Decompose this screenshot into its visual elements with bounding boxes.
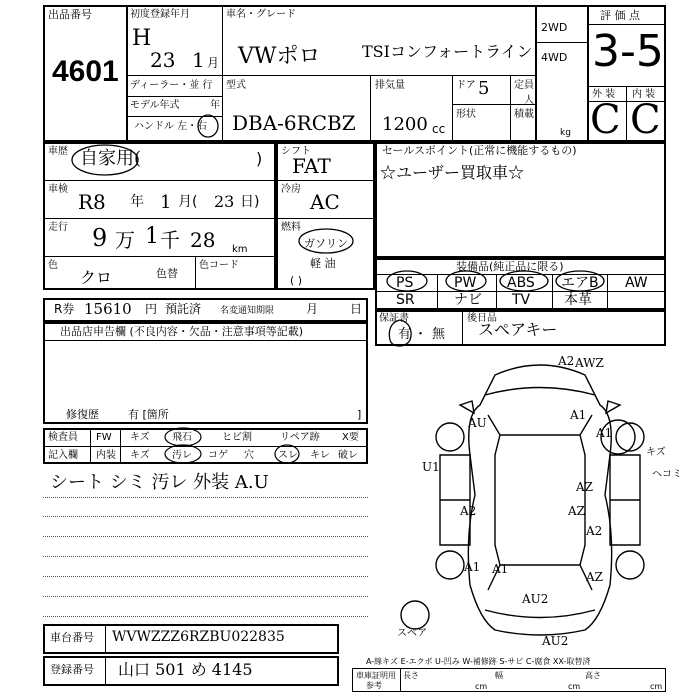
doors-value: 5 — [478, 78, 490, 99]
grade: TSIコンフォートライン — [362, 42, 533, 61]
inspection-era: R8 — [78, 190, 106, 214]
dim-width-cm: cm — [568, 682, 581, 691]
note-line — [43, 536, 368, 537]
capacity-unit: 人 — [524, 95, 534, 106]
divider — [452, 104, 535, 105]
dim-height: 高さ — [585, 671, 601, 680]
inspector-burn: コゲ — [208, 450, 228, 461]
divider — [126, 96, 222, 97]
equip-circles — [375, 268, 615, 294]
inspector-x: X要 — [342, 432, 359, 443]
mileage-sen-unit: 千 — [160, 228, 180, 252]
first-reg-month: 1 — [192, 48, 205, 72]
warranty-label: 保証書 — [379, 313, 409, 324]
equip-pw: PW — [454, 275, 477, 291]
inspector-interior: 内装 — [96, 450, 116, 461]
load-label: 積載 — [514, 109, 534, 120]
sales-point-label: セールスポイント(正常に機能するもの) — [382, 144, 577, 157]
divider — [276, 180, 375, 181]
displacement-value: 1200 — [382, 114, 428, 135]
damage-mark: キズ — [646, 447, 666, 458]
inspection-day-unit: 日) — [240, 194, 260, 210]
dealer-label: ディーラー・並 行 — [130, 80, 213, 91]
color-value: クロ — [80, 268, 113, 287]
mileage-man-unit: 万 — [115, 228, 135, 252]
first-reg-year: 23 — [150, 48, 176, 72]
note-line — [43, 576, 368, 577]
damage-mark: AU2 — [542, 634, 569, 645]
first-reg-label: 初度登録年月 — [130, 9, 190, 20]
recycle-name-change: 名変通知期限 — [220, 306, 275, 316]
note-line — [43, 596, 368, 597]
mileage-rest: 28 — [190, 228, 216, 252]
divider — [43, 218, 276, 219]
type-value: DBA-6RCBZ — [232, 111, 356, 135]
plate-value: 山口 501 め 4145 — [118, 660, 253, 679]
damage-mark: AU — [468, 416, 487, 430]
dim-label2: 参考 — [366, 681, 382, 690]
recycle-label: R券 — [54, 302, 75, 316]
equip-aw: AW — [625, 275, 648, 291]
damage-mark: A2 — [558, 354, 575, 368]
capacity-label: 定員 — [514, 80, 534, 91]
inspection-day: 23 — [214, 192, 235, 211]
inspector-scratch: キズ — [130, 432, 150, 443]
inspector-stain: 汚レ — [172, 450, 192, 461]
car-diagram — [400, 345, 690, 645]
warranty-no: 無 — [432, 327, 446, 342]
divider — [126, 5, 128, 142]
recycle-day: 日 — [350, 302, 363, 316]
lot-label: 出品番号 — [48, 8, 92, 21]
divider — [452, 75, 453, 142]
divider — [222, 5, 223, 142]
interior-label: 内 装 — [632, 89, 656, 100]
grade-label: 評 価 点 — [600, 9, 640, 22]
dim-label1: 車庫証明用 — [356, 671, 396, 680]
note-line — [43, 497, 368, 498]
repair-value: 有 [箇所 — [128, 408, 169, 421]
fuel-gasoline: ガソリン — [304, 237, 348, 250]
mileage-sen: 1 — [145, 224, 159, 249]
inspector-rip: 破レ — [338, 450, 358, 461]
divider — [535, 42, 587, 43]
repair-label: 修復歴 — [66, 408, 99, 421]
damage-mark: A1 — [596, 426, 613, 440]
sales-point-text: ☆ユーザー買取車☆ — [380, 163, 525, 182]
damage-mark: A1 — [464, 560, 481, 574]
spare-label: スペア — [397, 628, 427, 639]
type-label: 型式 — [226, 80, 246, 91]
divider — [626, 86, 627, 142]
divider — [90, 428, 91, 464]
equip-ps: PS — [396, 275, 414, 291]
shape-label: 形状 — [456, 109, 476, 120]
inspector-fw: FW — [96, 432, 112, 443]
sales-point-block — [375, 142, 666, 258]
handle-label: ハンドル 左・右 — [134, 121, 208, 132]
damage-mark: A1 — [492, 562, 509, 576]
divider — [105, 624, 106, 654]
divider — [370, 75, 371, 142]
dim-height-cm: cm — [650, 682, 663, 691]
divider — [587, 24, 666, 25]
history-circle — [70, 143, 140, 177]
divider — [400, 668, 401, 692]
note-line — [43, 516, 368, 517]
color-code-label: 色コード — [199, 260, 239, 271]
fuel-diesel: 軽 油 — [310, 257, 336, 270]
damage-mark: A2 — [586, 524, 603, 538]
inspector-hole: 穴 — [244, 450, 254, 461]
note-line — [43, 556, 368, 557]
fuel-paren: ( ) — [290, 274, 303, 287]
equip-tv: TV — [512, 292, 531, 308]
inspection-month: 1 — [160, 192, 172, 213]
lot-number: 4601 — [52, 55, 119, 88]
legend-text: A-線キズ E-エクボ U-凹み W-補修跡 S-サビ C-腐食 XX-取替済 — [366, 657, 591, 666]
inspector-label1: 検査員 — [48, 432, 78, 443]
drive-4wd: 4WD — [541, 51, 568, 64]
dim-length-cm: cm — [475, 682, 488, 691]
chassis-value: WVWZZZ6RZBU022835 — [112, 629, 285, 645]
inspector-scratch2: キズ — [130, 450, 150, 461]
color-label: 色 — [48, 260, 58, 271]
mileage-man: 9 — [92, 224, 108, 252]
inspector-chip: 飛石 — [172, 432, 192, 443]
first-reg-month-unit: 月 — [207, 56, 220, 70]
divider — [126, 75, 536, 76]
inspector-handwritten: シート シミ 汚レ 外装 A.U — [50, 472, 269, 493]
note-line — [43, 616, 368, 617]
dim-length: 長さ — [403, 671, 419, 680]
shift-label: シフト — [281, 146, 311, 157]
damage-mark: AU2 — [522, 592, 549, 606]
displacement-label: 排気量 — [375, 80, 405, 91]
history-close: ) — [256, 149, 263, 168]
doors-label: ドア — [456, 80, 476, 91]
divider — [535, 5, 537, 142]
model-year-unit: 年 — [210, 100, 220, 111]
dim-width: 幅 — [495, 671, 503, 680]
damage-mark: A1 — [570, 408, 587, 422]
inspection-month-unit: 月( — [178, 194, 198, 210]
damage-mark: U1 — [422, 460, 440, 474]
divider — [276, 218, 375, 219]
inspector-label2: 記入欄 — [48, 450, 78, 461]
accessory-value: スペアキー — [478, 320, 558, 339]
fuel-label: 燃料 — [281, 222, 301, 233]
ac-label: 冷房 — [281, 184, 301, 195]
displacement-unit: cc — [432, 122, 446, 136]
damage-mark: AWZ — [575, 356, 604, 370]
color-change-label: 色替 — [156, 267, 178, 280]
history-label: 車歴 — [48, 146, 68, 157]
model-year-label: モデル年式 — [130, 100, 180, 111]
inspector-repair: リペア跡 — [280, 432, 320, 443]
inspection-label: 車検 — [48, 184, 68, 195]
divider — [462, 310, 463, 346]
model-name-label: 車名・グレード — [226, 9, 296, 20]
inspector-circles — [160, 427, 300, 465]
mileage-unit: km — [232, 244, 248, 255]
exterior-label: 外 装 — [592, 89, 616, 100]
equip-navi: ナビ — [454, 292, 482, 308]
grade-value: 3-5 — [592, 26, 664, 77]
damage-mark: AZ — [576, 480, 594, 494]
fuel-circle — [296, 226, 356, 256]
handle-circle — [196, 113, 222, 141]
load-unit: kg — [560, 128, 571, 138]
divider — [510, 75, 511, 142]
inspector-crack: ヒビ割 — [222, 432, 252, 443]
chassis-label: 車台番号 — [50, 631, 94, 644]
recycle-month: 月 — [306, 302, 319, 316]
ac-value: AC — [310, 190, 340, 214]
damage-mark: AZ — [568, 504, 586, 518]
declaration-label: 出品店申告欄 (不良内容・欠品・注意事項等記載) — [60, 325, 304, 338]
warranty-dot: ・ — [414, 327, 428, 342]
divider — [43, 340, 368, 341]
recycle-deposit: 預託済 — [165, 302, 202, 316]
equip-abs: ABS — [507, 275, 535, 291]
warranty-yes: 有 — [398, 327, 412, 342]
divider — [195, 256, 196, 290]
plate-label: 登録番号 — [50, 663, 94, 676]
inspector-wear: スレ — [278, 450, 298, 461]
inspector-tear: キレ — [310, 450, 330, 461]
damage-mark: A2 — [460, 504, 477, 518]
model-name: VWポロ — [238, 44, 321, 69]
drive-2wd: 2WD — [541, 21, 568, 34]
divider — [43, 256, 276, 257]
accessory-label: 後日品 — [467, 313, 497, 324]
interior-value: C — [630, 97, 661, 143]
equip-leather: 本革 — [564, 292, 592, 308]
damage-mark: ヘコミ — [652, 469, 682, 480]
inspection-year-unit: 年 — [130, 194, 144, 210]
mileage-label: 走行 — [48, 222, 68, 233]
divider — [587, 5, 589, 142]
history-value: 自家用( — [80, 148, 142, 169]
equipment-label: 装備品(純正品に限る) — [456, 260, 564, 273]
recycle-amount: 15610 — [84, 300, 132, 318]
divider — [105, 656, 106, 686]
first-reg-era: H — [132, 26, 152, 51]
divider — [43, 180, 276, 181]
equip-airbag: エアB — [561, 275, 599, 291]
damage-mark: AZ — [586, 570, 604, 584]
recycle-yen: 円 — [145, 302, 158, 316]
shift-value: FAT — [292, 154, 331, 178]
repair-close: ] — [357, 408, 362, 421]
equip-sr: SR — [396, 292, 415, 308]
divider — [120, 428, 121, 464]
exterior-value: C — [590, 97, 621, 143]
